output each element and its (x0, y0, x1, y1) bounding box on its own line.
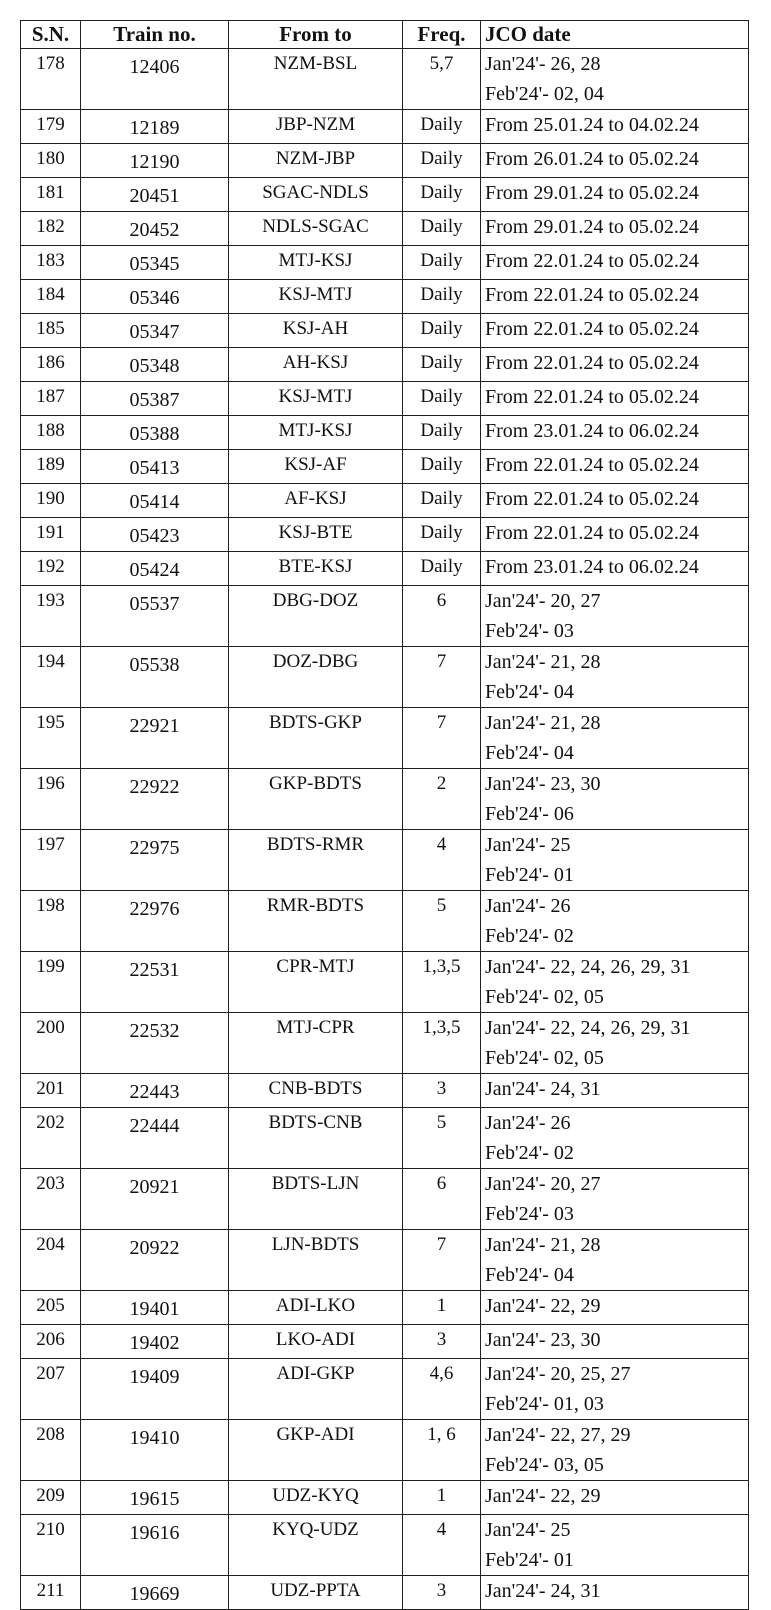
train-no-cell: 05537 (81, 586, 229, 647)
freq-cell: 6 (403, 586, 481, 647)
sn-cell: 188 (21, 416, 81, 450)
jco-date-cell (481, 586, 749, 647)
jco-date-line: Jan'24'- 25 (485, 834, 571, 856)
jco-date-line: From 22.01.24 to 05.02.24 (485, 284, 699, 306)
train-no-cell: 22976 (81, 891, 229, 952)
table-row (21, 1420, 749, 1481)
jco-date-line: Feb'24'- 04 (485, 1264, 574, 1286)
jco-date-line: From 22.01.24 to 05.02.24 (485, 454, 699, 476)
table-row (21, 1013, 749, 1074)
jco-date-cell (481, 518, 749, 552)
train-no-cell: 19616 (81, 1515, 229, 1576)
jco-date-line: Jan'24'- 22, 29 (485, 1295, 601, 1317)
freq-cell: Daily (403, 518, 481, 552)
jco-date-cell (481, 952, 749, 1013)
from-to-cell: KSJ-AH (229, 314, 403, 348)
table-row (21, 769, 749, 830)
train-no-cell: 20452 (81, 212, 229, 246)
jco-date-cell (481, 1074, 749, 1108)
header-freq: Freq. (403, 21, 481, 49)
jco-schedule-table (20, 20, 749, 1610)
sn-cell: 191 (21, 518, 81, 552)
train-no-cell: 22531 (81, 952, 229, 1013)
sn-cell: 201 (21, 1074, 81, 1108)
from-to-cell: AF-KSJ (229, 484, 403, 518)
table-row (21, 212, 749, 246)
jco-date-line: Feb'24'- 02, 05 (485, 1047, 604, 1069)
jco-date-cell (481, 1230, 749, 1291)
table-row (21, 1576, 749, 1610)
table-row (21, 348, 749, 382)
jco-date-line: Feb'24'- 01, 03 (485, 1393, 604, 1415)
table-row (21, 647, 749, 708)
train-no-cell: 05413 (81, 450, 229, 484)
table-row (21, 1108, 749, 1169)
sn-cell: 204 (21, 1230, 81, 1291)
freq-cell: 7 (403, 708, 481, 769)
sn-cell: 206 (21, 1325, 81, 1359)
jco-date-line: Jan'24'- 24, 31 (485, 1078, 601, 1100)
table-row (21, 49, 749, 110)
jco-schedule-sheet (20, 20, 749, 1610)
sn-cell: 205 (21, 1291, 81, 1325)
freq-cell: 1, 6 (403, 1420, 481, 1481)
jco-date-cell (481, 552, 749, 586)
jco-date-line: Jan'24'- 21, 28 (485, 1234, 601, 1256)
freq-cell: 6 (403, 1169, 481, 1230)
jco-date-line: Feb'24'- 04 (485, 681, 574, 703)
from-to-cell: JBP-NZM (229, 110, 403, 144)
from-to-cell: KSJ-AF (229, 450, 403, 484)
jco-date-line: From 22.01.24 to 05.02.24 (485, 318, 699, 340)
table-row (21, 314, 749, 348)
jco-date-line: From 22.01.24 to 05.02.24 (485, 352, 699, 374)
jco-date-line: From 26.01.24 to 05.02.24 (485, 148, 699, 170)
jco-date-line: Feb'24'- 02 (485, 1142, 574, 1164)
sn-cell: 187 (21, 382, 81, 416)
jco-date-line: From 22.01.24 to 05.02.24 (485, 522, 699, 544)
freq-cell: 4 (403, 1515, 481, 1576)
freq-cell: Daily (403, 348, 481, 382)
sn-cell: 198 (21, 891, 81, 952)
freq-cell: Daily (403, 212, 481, 246)
from-to-cell: RMR-BDTS (229, 891, 403, 952)
from-to-cell: NDLS-SGAC (229, 212, 403, 246)
sn-cell: 179 (21, 110, 81, 144)
jco-date-cell (481, 708, 749, 769)
jco-date-line: Feb'24'- 03, 05 (485, 1454, 604, 1476)
train-no-cell: 20922 (81, 1230, 229, 1291)
table-row (21, 1481, 749, 1515)
jco-date-line: Jan'24'- 26, 28 (485, 53, 601, 75)
freq-cell: Daily (403, 552, 481, 586)
jco-date-line: Jan'24'- 23, 30 (485, 773, 601, 795)
train-no-cell: 22532 (81, 1013, 229, 1074)
table-row (21, 891, 749, 952)
train-no-cell: 19401 (81, 1291, 229, 1325)
jco-date-cell (481, 49, 749, 110)
train-no-cell: 05345 (81, 246, 229, 280)
jco-date-line: Jan'24'- 20, 25, 27 (485, 1363, 631, 1385)
jco-date-line: Jan'24'- 20, 27 (485, 1173, 601, 1195)
jco-date-line: Jan'24'- 20, 27 (485, 590, 601, 612)
jco-date-cell (481, 246, 749, 280)
train-no-cell: 05388 (81, 416, 229, 450)
from-to-cell: GKP-BDTS (229, 769, 403, 830)
table-row (21, 708, 749, 769)
jco-date-line: Jan'24'- 25 (485, 1519, 571, 1541)
table-row (21, 246, 749, 280)
jco-date-cell (481, 484, 749, 518)
from-to-cell: GKP-ADI (229, 1420, 403, 1481)
jco-date-line: Feb'24'- 01 (485, 1549, 574, 1571)
table-row (21, 484, 749, 518)
train-no-cell: 12406 (81, 49, 229, 110)
jco-date-line: From 22.01.24 to 05.02.24 (485, 250, 699, 272)
freq-cell: 1,3,5 (403, 1013, 481, 1074)
sn-cell: 184 (21, 280, 81, 314)
train-no-cell: 22975 (81, 830, 229, 891)
sn-cell: 197 (21, 830, 81, 891)
train-no-cell: 12189 (81, 110, 229, 144)
jco-date-line: Feb'24'- 06 (485, 803, 574, 825)
from-to-cell: NZM-BSL (229, 49, 403, 110)
sn-cell: 209 (21, 1481, 81, 1515)
jco-date-line: Feb'24'- 03 (485, 1203, 574, 1225)
train-no-cell: 22922 (81, 769, 229, 830)
sn-cell: 199 (21, 952, 81, 1013)
jco-date-cell (481, 647, 749, 708)
header-row (21, 21, 749, 49)
table-row (21, 1325, 749, 1359)
jco-date-cell (481, 1481, 749, 1515)
freq-cell: 1,3,5 (403, 952, 481, 1013)
from-to-cell: MTJ-KSJ (229, 416, 403, 450)
jco-date-line: Jan'24'- 24, 31 (485, 1580, 601, 1602)
jco-date-cell (481, 1325, 749, 1359)
freq-cell: 5,7 (403, 49, 481, 110)
table-row (21, 1230, 749, 1291)
from-to-cell: BDTS-LJN (229, 1169, 403, 1230)
jco-date-line: Feb'24'- 04 (485, 742, 574, 764)
jco-date-cell (481, 1576, 749, 1610)
header-train-no: Train no. (81, 21, 229, 49)
jco-date-line: Feb'24'- 01 (485, 864, 574, 886)
freq-cell: 4 (403, 830, 481, 891)
jco-date-line: Jan'24'- 26 (485, 1112, 571, 1134)
table-row (21, 552, 749, 586)
jco-date-cell (481, 110, 749, 144)
train-no-cell: 12190 (81, 144, 229, 178)
from-to-cell: AH-KSJ (229, 348, 403, 382)
jco-date-cell (481, 178, 749, 212)
sn-cell: 190 (21, 484, 81, 518)
freq-cell: 7 (403, 647, 481, 708)
freq-cell: Daily (403, 416, 481, 450)
train-no-cell: 19410 (81, 1420, 229, 1481)
from-to-cell: CNB-BDTS (229, 1074, 403, 1108)
jco-date-cell (481, 280, 749, 314)
jco-date-cell (481, 450, 749, 484)
freq-cell: Daily (403, 314, 481, 348)
from-to-cell: BDTS-CNB (229, 1108, 403, 1169)
jco-date-line: Jan'24'- 22, 24, 26, 29, 31 (485, 956, 691, 978)
train-no-cell: 05387 (81, 382, 229, 416)
jco-date-cell (481, 212, 749, 246)
sn-cell: 180 (21, 144, 81, 178)
jco-date-cell (481, 1359, 749, 1420)
train-no-cell: 05538 (81, 647, 229, 708)
freq-cell: Daily (403, 246, 481, 280)
jco-date-line: From 23.01.24 to 06.02.24 (485, 556, 699, 578)
sn-cell: 210 (21, 1515, 81, 1576)
sn-cell: 183 (21, 246, 81, 280)
jco-date-line: Jan'24'- 23, 30 (485, 1329, 601, 1351)
train-no-cell: 22444 (81, 1108, 229, 1169)
table-row (21, 586, 749, 647)
jco-date-line: From 29.01.24 to 05.02.24 (485, 182, 699, 204)
train-no-cell: 20451 (81, 178, 229, 212)
train-no-cell: 05423 (81, 518, 229, 552)
jco-date-cell (481, 314, 749, 348)
jco-date-cell (481, 1013, 749, 1074)
jco-date-cell (481, 1169, 749, 1230)
sn-cell: 194 (21, 647, 81, 708)
sn-cell: 182 (21, 212, 81, 246)
freq-cell: 7 (403, 1230, 481, 1291)
freq-cell: 3 (403, 1576, 481, 1610)
table-row (21, 952, 749, 1013)
train-no-cell: 19669 (81, 1576, 229, 1610)
train-no-cell: 05347 (81, 314, 229, 348)
jco-date-cell (481, 382, 749, 416)
freq-cell: 1 (403, 1291, 481, 1325)
sn-cell: 207 (21, 1359, 81, 1420)
train-no-cell: 19615 (81, 1481, 229, 1515)
table-row (21, 1074, 749, 1108)
jco-date-cell (481, 1420, 749, 1481)
jco-date-cell (481, 1515, 749, 1576)
from-to-cell: BTE-KSJ (229, 552, 403, 586)
sn-cell: 186 (21, 348, 81, 382)
from-to-cell: LJN-BDTS (229, 1230, 403, 1291)
train-no-cell: 05348 (81, 348, 229, 382)
sn-cell: 192 (21, 552, 81, 586)
jco-date-cell (481, 830, 749, 891)
freq-cell: Daily (403, 382, 481, 416)
sn-cell: 196 (21, 769, 81, 830)
freq-cell: Daily (403, 450, 481, 484)
from-to-cell: KSJ-BTE (229, 518, 403, 552)
jco-date-line: From 25.01.24 to 04.02.24 (485, 114, 699, 136)
table-row (21, 1291, 749, 1325)
table-row (21, 1515, 749, 1576)
freq-cell: 5 (403, 1108, 481, 1169)
table-row (21, 110, 749, 144)
jco-date-line: From 22.01.24 to 05.02.24 (485, 386, 699, 408)
table-row (21, 178, 749, 212)
jco-date-cell (481, 1291, 749, 1325)
train-no-cell: 19402 (81, 1325, 229, 1359)
sn-cell: 202 (21, 1108, 81, 1169)
from-to-cell: SGAC-NDLS (229, 178, 403, 212)
sn-cell: 195 (21, 708, 81, 769)
jco-date-line: Feb'24'- 02, 04 (485, 83, 604, 105)
sn-cell: 189 (21, 450, 81, 484)
from-to-cell: DBG-DOZ (229, 586, 403, 647)
from-to-cell: CPR-MTJ (229, 952, 403, 1013)
sn-cell: 203 (21, 1169, 81, 1230)
table-row (21, 280, 749, 314)
from-to-cell: ADI-LKO (229, 1291, 403, 1325)
jco-date-line: Jan'24'- 26 (485, 895, 571, 917)
freq-cell: Daily (403, 484, 481, 518)
table-row (21, 1169, 749, 1230)
freq-cell: Daily (403, 280, 481, 314)
jco-date-line: From 23.01.24 to 06.02.24 (485, 420, 699, 442)
sn-cell: 178 (21, 49, 81, 110)
table-row (21, 1359, 749, 1420)
freq-cell: 5 (403, 891, 481, 952)
jco-date-line: From 29.01.24 to 05.02.24 (485, 216, 699, 238)
from-to-cell: UDZ-KYQ (229, 1481, 403, 1515)
freq-cell: 3 (403, 1074, 481, 1108)
sn-cell: 185 (21, 314, 81, 348)
jco-date-line: Jan'24'- 21, 28 (485, 651, 601, 673)
header-jco-date: JCO date (481, 21, 749, 49)
sn-cell: 181 (21, 178, 81, 212)
jco-date-line: Feb'24'- 02 (485, 925, 574, 947)
from-to-cell: BDTS-GKP (229, 708, 403, 769)
freq-cell: 1 (403, 1481, 481, 1515)
train-no-cell: 19409 (81, 1359, 229, 1420)
sn-cell: 211 (21, 1576, 81, 1610)
sn-cell: 200 (21, 1013, 81, 1074)
from-to-cell: KYQ-UDZ (229, 1515, 403, 1576)
from-to-cell: MTJ-CPR (229, 1013, 403, 1074)
from-to-cell: KSJ-MTJ (229, 280, 403, 314)
freq-cell: Daily (403, 178, 481, 212)
freq-cell: 3 (403, 1325, 481, 1359)
train-no-cell: 05414 (81, 484, 229, 518)
header-sn: S.N. (21, 21, 81, 49)
from-to-cell: NZM-JBP (229, 144, 403, 178)
table-row (21, 144, 749, 178)
header-from-to: From to (229, 21, 403, 49)
from-to-cell: KSJ-MTJ (229, 382, 403, 416)
freq-cell: Daily (403, 110, 481, 144)
table-row (21, 382, 749, 416)
from-to-cell: MTJ-KSJ (229, 246, 403, 280)
jco-date-line: From 22.01.24 to 05.02.24 (485, 488, 699, 510)
freq-cell: 2 (403, 769, 481, 830)
train-no-cell: 22921 (81, 708, 229, 769)
jco-date-cell (481, 416, 749, 450)
table-row (21, 416, 749, 450)
jco-date-cell (481, 144, 749, 178)
sn-cell: 208 (21, 1420, 81, 1481)
sn-cell: 193 (21, 586, 81, 647)
freq-cell: 4,6 (403, 1359, 481, 1420)
from-to-cell: ADI-GKP (229, 1359, 403, 1420)
table-row (21, 830, 749, 891)
jco-date-cell (481, 348, 749, 382)
jco-date-line: Jan'24'- 22, 24, 26, 29, 31 (485, 1017, 691, 1039)
train-no-cell: 05424 (81, 552, 229, 586)
jco-date-cell (481, 1108, 749, 1169)
from-to-cell: BDTS-RMR (229, 830, 403, 891)
jco-date-cell (481, 891, 749, 952)
train-no-cell: 05346 (81, 280, 229, 314)
table-row (21, 450, 749, 484)
jco-date-line: Jan'24'- 21, 28 (485, 712, 601, 734)
jco-date-cell (481, 769, 749, 830)
from-to-cell: DOZ-DBG (229, 647, 403, 708)
table-row (21, 518, 749, 552)
jco-date-line: Feb'24'- 02, 05 (485, 986, 604, 1008)
freq-cell: Daily (403, 144, 481, 178)
jco-date-line: Jan'24'- 22, 27, 29 (485, 1424, 631, 1446)
from-to-cell: LKO-ADI (229, 1325, 403, 1359)
train-no-cell: 22443 (81, 1074, 229, 1108)
jco-date-line: Feb'24'- 03 (485, 620, 574, 642)
jco-date-line: Jan'24'- 22, 29 (485, 1485, 601, 1507)
train-no-cell: 20921 (81, 1169, 229, 1230)
from-to-cell: UDZ-PPTA (229, 1576, 403, 1610)
